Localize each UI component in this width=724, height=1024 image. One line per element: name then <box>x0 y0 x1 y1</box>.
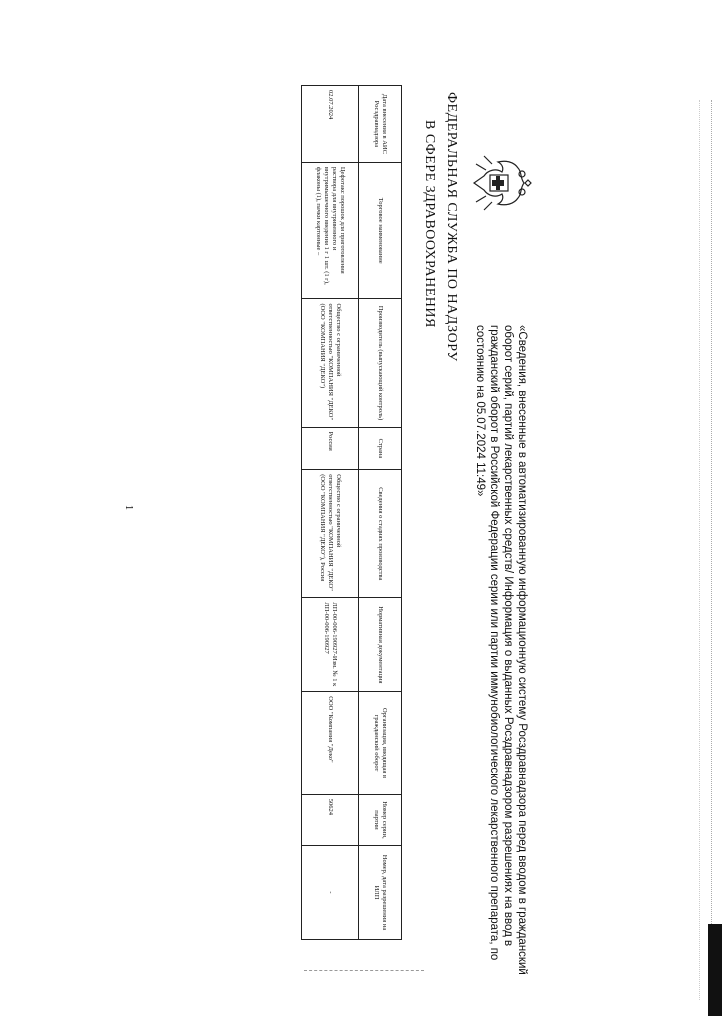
column-header: Производитель (выпускающий контроль) <box>359 299 402 427</box>
cell-manufacturer: Общество с ограниченной ответственностью "КОМПАНИЯ "ДЕКО" (ООО "КОМПАНИЯ "ДЕКО") <box>302 299 359 427</box>
scan-artifact <box>697 100 700 1000</box>
org-name-line1: ФЕДЕРАЛЬНАЯ СЛУЖБА ПО НАДЗОРУ <box>444 92 459 362</box>
table-row <box>302 86 359 940</box>
table-header-row <box>359 86 402 940</box>
cell-date: 02.07.2024 <box>302 86 359 163</box>
permits-table <box>301 85 402 940</box>
cell-permit: - <box>302 846 359 940</box>
column-header: Торговое наименование <box>359 162 402 299</box>
cell-stages: Общество с ограниченной ответственностью "КОМПАНИЯ "ДЕКО" (ООО "КОМПАНИЯ "ДЕКО"), Россия <box>302 470 359 598</box>
scan-artifact <box>304 970 424 973</box>
column-header: Номер, дата разрешения на ИЛП <box>359 846 402 940</box>
column-header: Сведения о стадиях производства <box>359 470 402 598</box>
org-name-line2: В СФЕРЕ ЗДРАВООХРАНЕНИЯ <box>422 120 437 328</box>
scan-artifact <box>709 100 712 980</box>
column-header: Номер серии, партии <box>359 794 402 845</box>
page-number: 1 <box>123 505 134 510</box>
scan-edge-bar <box>708 924 722 1016</box>
double-headed-eagle-emblem-icon <box>466 150 532 216</box>
document-title: «Сведения, внесенные в автоматизированную информационную систему Росздравнадзора перед вводом в гражданский оборот серий, партий лекарственных средств/ Информация о выданных Росздравнадзором разрешениях на ввод в гражданский оборот в Российской Федерации серии или партии иммунобиологического лекарственного препарата, по состоянию на 05.07.2024 11:49» <box>474 325 528 975</box>
column-header: Дата внесения в АИС Росздравнадзора <box>359 86 402 163</box>
cell-trade-name: Цефотакс порошок для приготовления раствора для внутривенного и внутримышечного введения 1 г 1 шт. (1 г), флаконы (1), пачки картонные – <box>302 162 359 299</box>
cell-country: Россия <box>302 427 359 470</box>
column-header: Страна <box>359 427 402 470</box>
cell-normative-doc: ЛП-00-006-190927-Изм. № 1 к ЛП-00-006-190927 <box>302 598 359 692</box>
column-header: Организация, вводящая в гражданский оборот <box>359 692 402 794</box>
column-header: Нормативная документация <box>359 598 402 692</box>
cell-batch: 50624 <box>302 794 359 845</box>
cell-organization: ООО "Компания "Деко" <box>302 692 359 794</box>
